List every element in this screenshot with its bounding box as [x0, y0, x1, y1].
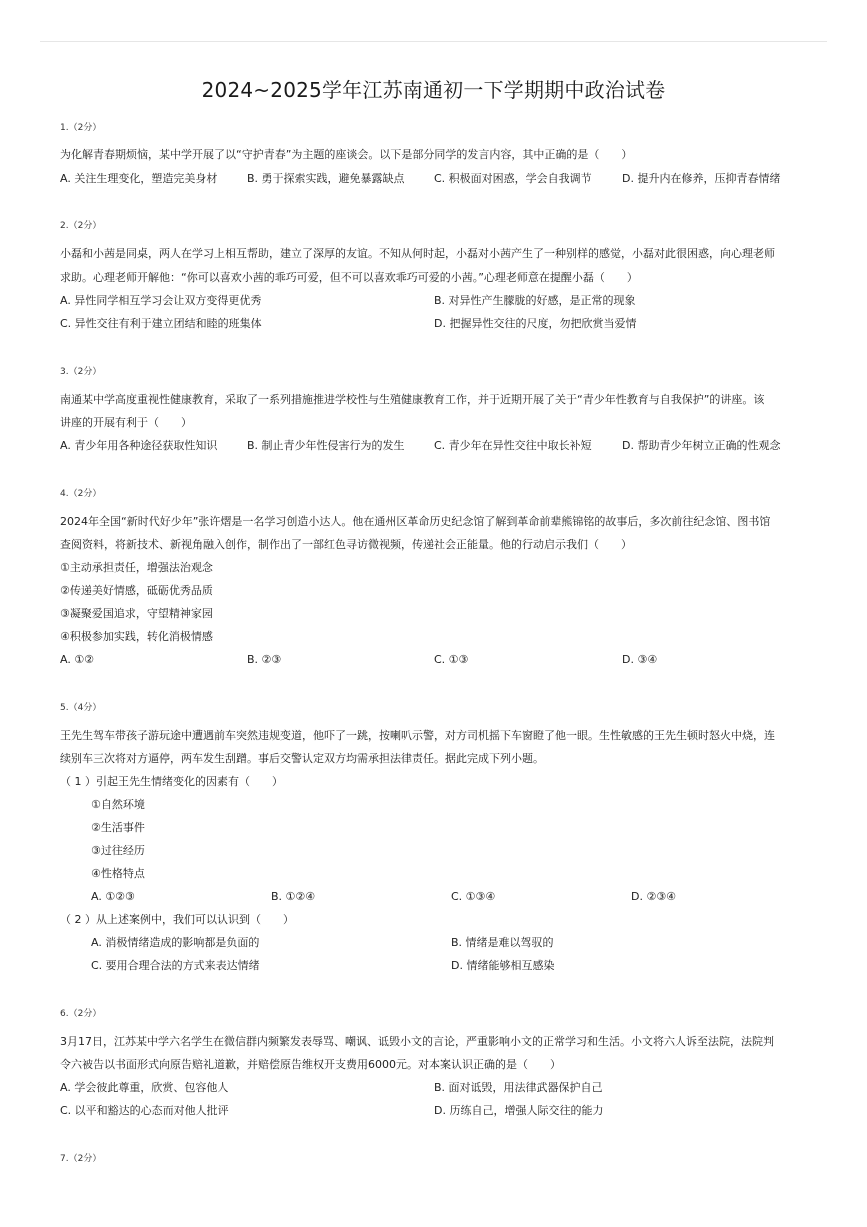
- question-2-option-d[interactable]: D. 把握异性交往的尺度，勿把欣赏当爱情: [434, 317, 637, 330]
- question-7-number: 7.（2分）: [60, 1154, 102, 1164]
- question-3-stem-line-2: 讲座的开展有利于（ ）: [60, 416, 192, 429]
- question-4-stem-line-2: 查阅资料，将新技术、新视角融入创作，制作出了一部红色寻访微视频，传递社会正能量。他的行动启示我们（ ）: [60, 538, 632, 551]
- question-5-sub-1-option-b[interactable]: B. ①②④: [271, 890, 316, 903]
- question-1-option-b[interactable]: B. 勇于探索实践，避免暴露缺点: [247, 172, 405, 185]
- question-3-number: 3.（2分）: [60, 367, 102, 377]
- question-4-statement-4: ④积极参加实践，转化消极情感: [60, 630, 213, 643]
- question-3-option-b[interactable]: B. 制止青少年性侵害行为的发生: [247, 439, 405, 452]
- question-3-option-c[interactable]: C. 青少年在异性交往中取长补短: [434, 439, 592, 452]
- question-6-option-b[interactable]: B. 面对诋毁，用法律武器保护自己: [434, 1081, 603, 1094]
- question-5-sub-2-option-b[interactable]: B. 情绪是难以驾驭的: [451, 936, 554, 949]
- question-5-sub-1-statement-2: ②生活事件: [91, 821, 145, 834]
- question-5-sub-1-prompt: （ 1 ）引起王先生情绪变化的因素有（ ）: [60, 775, 283, 788]
- question-4-option-a[interactable]: A. ①②: [60, 653, 95, 666]
- question-4-statement-1: ①主动承担责任，增强法治观念: [60, 561, 213, 574]
- question-4-statement-2: ②传递美好情感，砥砺优秀品质: [60, 584, 213, 597]
- question-1-option-c[interactable]: C. 积极面对困惑，学会自我调节: [434, 172, 592, 185]
- question-4-option-d[interactable]: D. ③④: [622, 653, 658, 666]
- question-2-stem-line-2: 求助。心理老师开解他：“你可以喜欢小茜的乖巧可爱，但不可以喜欢乖巧可爱的小茜。”心理老师意在提醒小磊（ ）: [60, 271, 638, 284]
- question-2-option-c[interactable]: C. 异性交往有利于建立团结和睦的班集体: [60, 317, 262, 330]
- question-5-sub-1-option-a[interactable]: A. ①②③: [91, 890, 135, 903]
- question-6-number: 6.（2分）: [60, 1009, 102, 1019]
- question-2-stem-line-1: 小磊和小茜是同桌，两人在学习上相互帮助，建立了深厚的友谊。不知从何时起，小磊对小茜产生了一种别样的感觉，小磊对此很困惑，向心理老师: [60, 247, 775, 260]
- question-5-sub-2-prompt: （ 2 ）从上述案例中，我们可以认识到（ ）: [60, 913, 294, 926]
- question-4-stem-line-1: 2024年全国“新时代好少年”张许熠是一名学习创造小达人。他在通州区革命历史纪念馆了解到革命前辈熊锦铭的故事后，多次前往纪念馆、图书馆: [60, 515, 771, 528]
- question-3-option-a[interactable]: A. 青少年用各种途径获取性知识: [60, 439, 218, 452]
- header-divider: [40, 41, 827, 42]
- question-6-option-d[interactable]: D. 历练自己，增强人际交往的能力: [434, 1104, 604, 1117]
- question-2-number: 2.（2分）: [60, 221, 102, 231]
- question-5-sub-1-statement-4: ④性格特点: [91, 867, 145, 880]
- page-title: 2024~2025学年江苏南通初一下学期期中政治试卷: [201, 78, 666, 102]
- question-4-number: 4.（2分）: [60, 489, 102, 499]
- question-5-sub-1-statement-1: ①自然环境: [91, 798, 145, 811]
- question-6-stem-line-1: 3月17日，江苏某中学六名学生在微信群内频繁发表辱骂、嘲讽、诋毁小文的言论，严重影响小文的正常学习和生活。小文将六人诉至法院，法院判: [60, 1035, 774, 1048]
- question-5-number: 5.（4分）: [60, 703, 102, 713]
- question-5-sub-2-option-d[interactable]: D. 情绪能够相互感染: [451, 959, 555, 972]
- question-5-stem-line-1: 王先生驾车带孩子游玩途中遭遇前车突然违规变道，他吓了一跳，按喇叭示警，对方司机摇下车窗瞪了他一眼。生性敏感的王先生顿时怒火中烧，连: [60, 729, 775, 742]
- question-4-option-c[interactable]: C. ①③: [434, 653, 469, 666]
- question-5-sub-1-statement-3: ③过往经历: [91, 844, 145, 857]
- question-5-stem-line-2: 续别车三次将对方逼停，两车发生刮蹭。事后交警认定双方均需承担法律责任。据此完成下列小题。: [60, 752, 544, 765]
- question-1-stem: 为化解青春期烦恼，某中学开展了以“守护青春”为主题的座谈会。以下是部分同学的发言内容，其中正确的是（ ）: [60, 148, 633, 161]
- question-5-sub-1-option-d[interactable]: D. ②③④: [631, 890, 677, 903]
- question-1-option-a[interactable]: A. 关注生理变化，塑造完美身材: [60, 172, 218, 185]
- question-6-stem-line-2: 令六被告以书面形式向原告赔礼道歉，并赔偿原告维权开支费用6000元。对本案认识正确的是（ ）: [60, 1058, 561, 1071]
- question-1-number: 1.（2分）: [60, 123, 102, 133]
- question-3-stem-line-1: 南通某中学高度重视性健康教育，采取了一系列措施推进学校性与生殖健康教育工作，并于近期开展了关于“青少年性教育与自我保护”的讲座。该: [60, 393, 765, 406]
- question-6-option-c[interactable]: C. 以平和豁达的心态而对他人批评: [60, 1104, 229, 1117]
- question-5-sub-1-option-c[interactable]: C. ①③④: [451, 890, 496, 903]
- question-5-sub-2-option-a[interactable]: A. 消极情绪造成的影响都是负面的: [91, 936, 260, 949]
- question-3-option-d[interactable]: D. 帮助青少年树立正确的性观念: [622, 439, 781, 452]
- question-4-option-b[interactable]: B. ②③: [247, 653, 282, 666]
- question-2-option-a[interactable]: A. 异性同学相互学习会让双方变得更优秀: [60, 294, 262, 307]
- question-6-option-a[interactable]: A. 学会彼此尊重，欣赏、包容他人: [60, 1081, 229, 1094]
- question-5-sub-2-option-c[interactable]: C. 要用合理合法的方式来表达情绪: [91, 959, 260, 972]
- question-2-option-b[interactable]: B. 对异性产生朦胧的好感，是正常的现象: [434, 294, 636, 307]
- question-1-option-d[interactable]: D. 提升内在修养，压抑青春情绪: [622, 172, 781, 185]
- question-4-statement-3: ③凝聚爱国追求，守望精神家园: [60, 607, 213, 620]
